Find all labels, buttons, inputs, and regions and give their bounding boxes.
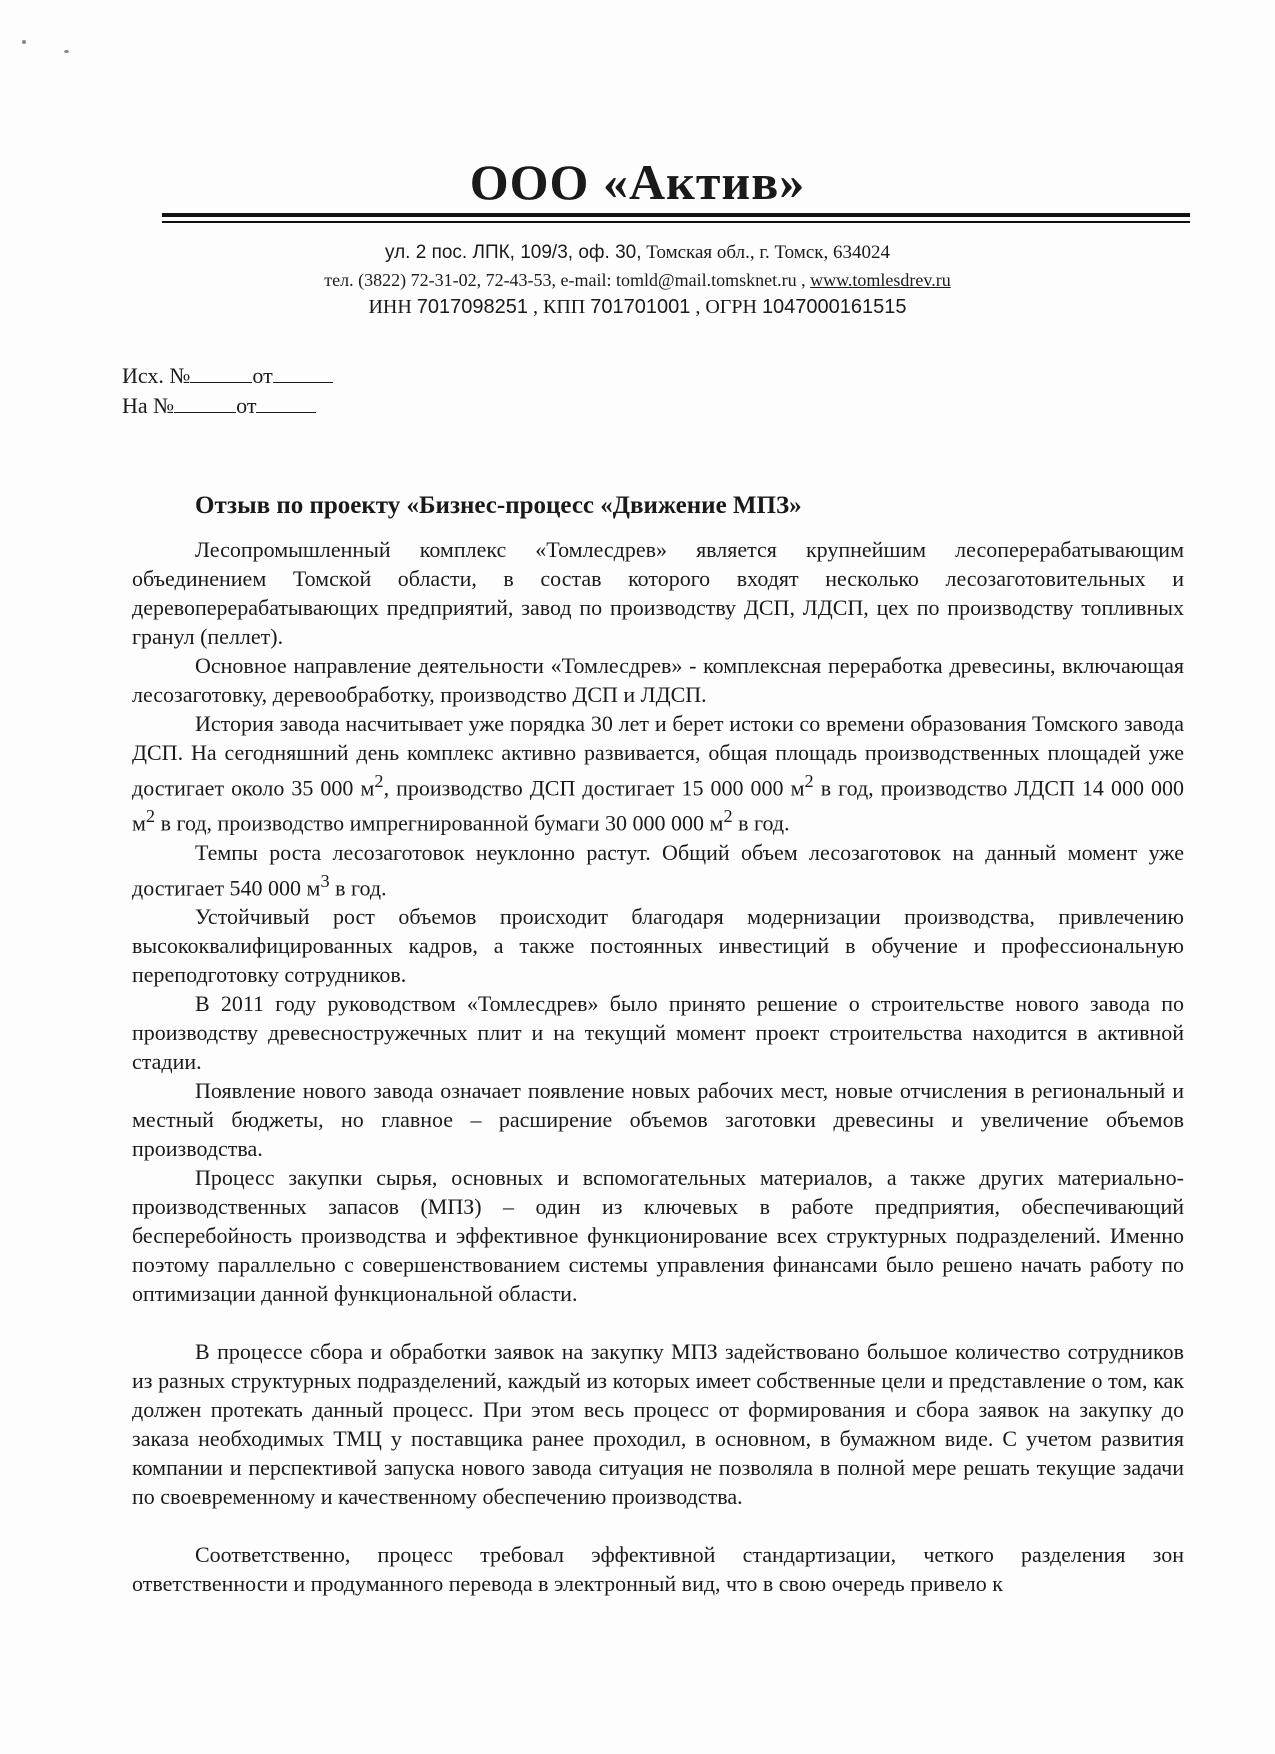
outgoing-label: Исх. № [122, 363, 191, 388]
address-city: Томская обл., г. Томск, 634024 [641, 242, 890, 263]
company-name: ООО «Актив» [469, 154, 806, 210]
superscript: 2 [723, 806, 733, 827]
website-link[interactable]: www.tomlesdrev.ru [810, 270, 951, 290]
text-run: в год, производство ЛДСП 14 000 000 м [132, 775, 1184, 836]
letterhead-rule-thin [162, 221, 1190, 223]
inn-value: 7017098251 [416, 296, 529, 318]
paragraph: Основное направление деятельности «Томлесдрев» - комплексная переработка древесины, включающая лесозаготовку, деревообработку, производство ДСП и ЛДСП. [132, 653, 1184, 707]
ogrn-value: 1047000161515 [761, 296, 907, 318]
incoming-number-line [122, 392, 316, 419]
superscript: 2 [374, 771, 384, 791]
paragraph: В 2011 году руководством «Томлесдрев» было принято решение о строительстве нового завода по производству древесностружечных плит и на текущий момент проект строительства находится в активной стадии. [132, 990, 1184, 1074]
document-title: Отзыв по проекту «Бизнес-процесс «Движение МПЗ» [195, 492, 802, 519]
paragraph: Устойчивый рост объемов происходит благодаря модернизации производства, привлечению высококвалифицированных кадров, а также постоянных инвестиций в обучение и профессиональную переподготовку сотрудников. [132, 903, 1184, 987]
contacts-line [0, 270, 1275, 291]
number-blank [174, 392, 236, 413]
letterhead-rule-thick [162, 213, 1190, 217]
superscript: 3 [320, 870, 330, 891]
from-label: от [252, 363, 273, 388]
paragraph: В процессе сбора и обработки заявок на закупку МПЗ задействовано большое количество сотрудников из разных структурных подразделений, каждый из которых имеет собственные цели и представление о том, как должен протекать данный процесс. При этом весь процесс от формирования и сбора заявок на закупку до заказа необходимых ТМЦ у поставщика ранее проходил, в основном, в бумажном виде. С учетом развития компании и перспективой запуска нового завода ситуация не позволяла в полной мере решать текущие задачи по своевременному и качественному обеспечению производства. [132, 1338, 1184, 1509]
paragraph: Процесс закупки сырья, основных и вспомогательных материалов, а также других материально-производственных запасов (МПЗ) – один из ключевых в работе предприятия, обеспечивающий бесперебойность производства и эффективное функционирование всех структурных подразделений. Именно поэтому параллельно с совершенствованием системы управления финансами было решено начать работу по оптимизации данной функциональной области. [132, 1164, 1184, 1306]
paragraph: Лесопромышленный комплекс «Томлесдрев» является крупнейшим лесоперерабатывающим объединением Томской области, в состав которого входят несколько лесозаготовительных и деревоперерабатывающих предприятий, завод по производству ДСП, ЛДСП, цех по производству топливных гранул (пеллет). [132, 537, 1184, 649]
paragraph-history [132, 709, 1184, 838]
superscript: 2 [804, 771, 814, 791]
ogrn-label: , ОГРН [690, 296, 762, 318]
from-label: от [236, 393, 257, 418]
date-blank [273, 362, 333, 383]
paragraph: Соответственно, процесс требовал эффективной стандартизации, четкого разделения зон ответственности и продуманного перевода в электронный вид, что в свою очередь привело к [132, 1541, 1184, 1596]
address-line [0, 242, 1275, 264]
text-run: Темпы роста лесозаготовок неуклонно растут. Общий объем лесозаготовок на данный момент уже достигает 540 000 м [132, 839, 1184, 900]
kpp-label: , КПП [528, 296, 591, 318]
address-street: ул. 2 пос. ЛПК, 109/3, оф. 30, [385, 242, 642, 263]
outgoing-number-line [122, 362, 333, 389]
paragraph: Появление нового завода означает появление новых рабочих мест, новые отчисления в региональный и местный бюджеты, но главное – расширение объемов заготовки древесины и увеличение объемов производства. [132, 1077, 1184, 1161]
registration-line [0, 296, 1275, 319]
paragraph-volume [132, 838, 1184, 902]
text-run: История завода насчитывает уже порядка 30 лет и берет истоки со времени образования Томского завода ДСП. На сегодняшний день комплекс активно развивается, общая площадь производственных площадей уже достигает около 35 000 м [132, 711, 1184, 801]
scan-speck [64, 50, 69, 53]
text-run: в год, производство импрегнированной бумаги 30 000 000 м [155, 810, 724, 836]
scan-speck [22, 40, 26, 44]
inn-label: ИНН [368, 296, 417, 318]
number-blank [190, 362, 252, 383]
phone-email: тел. (3822) 72-31-02, 72-43-53, e-mail: tomld@mail.tomsknet.ru , [324, 270, 811, 290]
letter-body [132, 535, 1184, 1598]
kpp-value: 701701001 [590, 296, 691, 318]
text-run: в год. [732, 810, 790, 836]
date-blank [256, 392, 316, 413]
incoming-label: На № [122, 393, 175, 418]
text-run: в год. [329, 874, 387, 900]
text-run: , производство ДСП достигает 15 000 000 м [383, 775, 805, 801]
superscript: 2 [145, 806, 156, 827]
